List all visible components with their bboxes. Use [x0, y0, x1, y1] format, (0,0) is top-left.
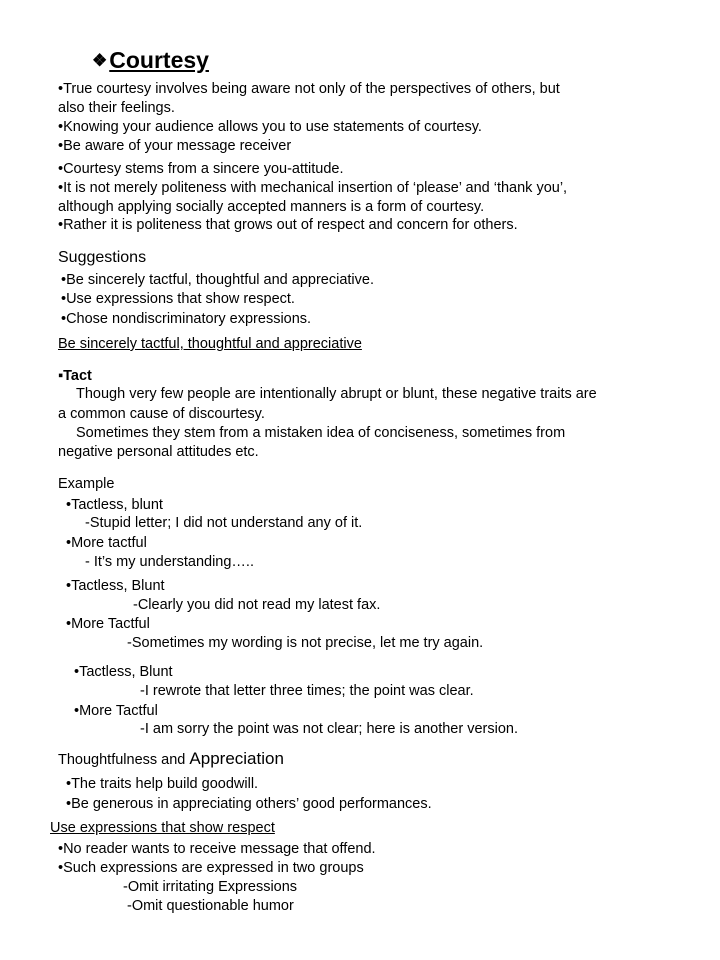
example3-tactless-label: •Tactless, Blunt	[74, 664, 173, 680]
intro-line-3: •Knowing your audience allows you to use statements of courtesy.	[58, 119, 482, 135]
square-bullet-icon: ▪	[58, 368, 64, 384]
tact-line-4: negative personal attitudes etc.	[58, 444, 259, 460]
respect-item-2: •Such expressions are expressed in two groups	[58, 860, 364, 876]
tact-section-heading: Be sincerely tactful, thoughtful and appreciative	[58, 336, 362, 352]
thoughtfulness-heading-part2: Appreciation	[189, 749, 284, 768]
respect-item-1: •No reader wants to receive message that offend.	[58, 841, 376, 857]
diamond-bullet-icon: ❖	[92, 51, 108, 70]
respect-subitem-1: -Omit irritating Expressions	[123, 879, 298, 895]
suggestion-item-3: •Chose nondiscriminatory expressions.	[61, 311, 312, 327]
example-heading: Example	[58, 476, 115, 492]
tact-line-2: a common cause of discourtesy.	[58, 406, 265, 422]
intro-line-1: •True courtesy involves being aware not only of the perspectives of others, but	[58, 81, 560, 97]
thoughtfulness-heading-part1: Thoughtfulness and	[58, 752, 190, 768]
title-text: Courtesy	[109, 47, 209, 73]
intro2-line-1: •Courtesy stems from a sincere you-attitude.	[58, 161, 344, 177]
page-title	[92, 46, 209, 75]
intro2-line-2: •It is not merely politeness with mechanical insertion of ‘please’ and ‘thank you’,	[58, 180, 568, 196]
respect-heading: Use expressions that show respect	[50, 820, 275, 836]
example1-tactful-label: •More tactful	[66, 535, 147, 551]
respect-subitem-2: -Omit questionable humor	[127, 898, 294, 914]
tact-line-3: Sometimes they stem from a mistaken idea of conciseness, sometimes from	[76, 425, 566, 441]
intro2-line-4: •Rather it is politeness that grows out of respect and concern for others.	[58, 217, 518, 233]
example2-tactless-label: •Tactless, Blunt	[66, 578, 165, 594]
example1-tactless-label: •Tactless, blunt	[66, 497, 163, 513]
example3-tactful-text: -I am sorry the point was not clear; here is another version.	[140, 721, 518, 737]
example2-tactless-text: -Clearly you did not read my latest fax.	[133, 597, 381, 613]
example1-tactful-text: - It’s my understanding…..	[85, 554, 254, 570]
suggestions-heading: Suggestions	[58, 249, 147, 266]
intro-line-4: •Be aware of your message receiver	[58, 138, 292, 154]
tact-line-1: Though very few people are intentionally abrupt or blunt, these negative traits are	[76, 386, 597, 402]
thoughtfulness-heading	[58, 749, 284, 771]
example3-tactless-text: -I rewrote that letter three times; the point was clear.	[140, 683, 474, 699]
example3-tactful-label: •More Tactful	[74, 703, 158, 719]
tact-label-text: Tact	[63, 368, 92, 384]
intro-line-2: also their feelings.	[58, 100, 175, 116]
example2-tactful-text: -Sometimes my wording is not precise, let me try again.	[127, 635, 484, 651]
thoughtfulness-item-2: •Be generous in appreciating others’ good performances.	[66, 796, 432, 812]
suggestion-item-2: •Use expressions that show respect.	[61, 291, 295, 307]
suggestion-item-1: •Be sincerely tactful, thoughtful and appreciative.	[61, 272, 374, 288]
tact-label	[58, 367, 92, 387]
intro2-line-3: although applying socially accepted manners is a form of courtesy.	[58, 199, 485, 215]
example2-tactful-label: •More Tactful	[66, 616, 150, 632]
thoughtfulness-item-1: •The traits help build goodwill.	[66, 776, 259, 792]
example1-tactless-text: -Stupid letter; I did not understand any of it.	[85, 515, 363, 531]
